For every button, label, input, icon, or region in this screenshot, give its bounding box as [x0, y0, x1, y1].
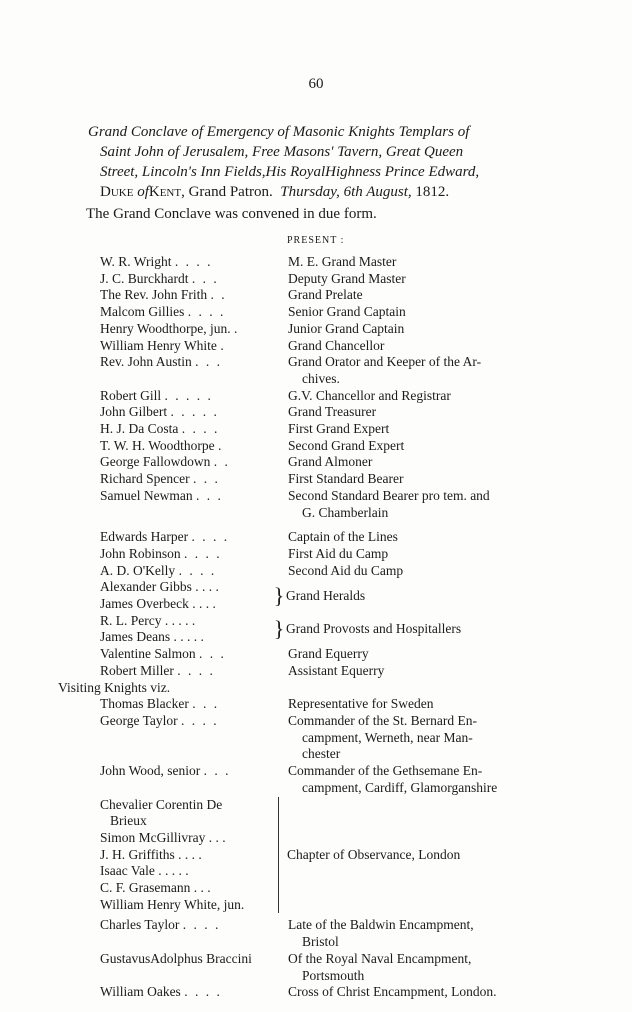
spacer: [100, 521, 552, 529]
provosts-names: [100, 613, 272, 646]
leader-dots: . . . .: [181, 712, 219, 728]
member-office: [288, 287, 552, 304]
provosts-group: [100, 613, 552, 646]
member-name: [100, 984, 288, 1001]
brace-icon: }: [273, 616, 285, 642]
member-office: [288, 438, 552, 455]
office-text: Second Grand Expert: [288, 437, 405, 453]
leader-dots: . . . .: [191, 529, 230, 545]
heading-of: of: [137, 184, 149, 200]
leader-dots: . . . .: [184, 984, 222, 1000]
conclave-heading: [88, 122, 550, 202]
visitor-row: [100, 713, 552, 763]
member-name: [100, 404, 288, 421]
office-text: First Grand Expert: [288, 421, 390, 437]
office-text: First Aid du Camp: [288, 545, 389, 561]
officer-row: [100, 271, 552, 288]
member-name-text: Edwards Harper: [100, 529, 189, 545]
visiting-label: Visiting Knights viz.: [58, 679, 171, 695]
office-continuation: Portsmouth: [302, 967, 365, 983]
chapter-office: Chapter of Observance, London: [287, 846, 461, 862]
member-name-text: Richard Spencer: [100, 471, 190, 487]
officer-row: [100, 421, 552, 438]
office-text: First Standard Bearer: [288, 471, 404, 487]
member-name: [100, 254, 288, 271]
heading-duke: Duke: [100, 184, 134, 200]
member-office: [288, 984, 552, 1001]
chapter-name: William Henry White, jun.: [100, 896, 245, 912]
officer-row: [100, 663, 552, 680]
leader-dots: . . .: [192, 471, 220, 487]
office-text: Deputy Grand Master: [288, 270, 406, 286]
office-text: Grand Chancellor: [288, 337, 385, 353]
leader-dots: . .: [210, 287, 227, 303]
officer-row: [100, 321, 552, 338]
member-name-text: Thomas Blacker: [100, 696, 189, 712]
office-text: Grand Almoner: [288, 454, 373, 470]
member-office: [288, 321, 552, 338]
leader-dots: . . .: [191, 270, 219, 286]
member-name-text: George Fallowdown: [100, 454, 211, 470]
member-name-text: Charles Taylor: [100, 917, 180, 933]
member-name: [100, 338, 288, 355]
member-name: [100, 438, 288, 455]
member-name-text: John Gilbert: [100, 404, 168, 420]
member-office: [288, 763, 552, 796]
chapter-name: Chevalier Corentin De: [100, 796, 223, 812]
member-name-text: T. W. H. Woodthorpe: [100, 437, 215, 453]
office-text: Senior Grand Captain: [288, 304, 406, 320]
member-office: [288, 388, 552, 405]
visitors-list-2: [100, 917, 552, 1001]
officer-row: [100, 404, 552, 421]
officer-row: [100, 488, 552, 521]
chapter-name: Simon McGillivray . . .: [100, 829, 226, 845]
visitor-row: [100, 696, 552, 713]
member-name-text: The Rev. John Frith: [100, 287, 208, 303]
office-text: M. E. Grand Master: [288, 254, 397, 269]
office-continuation: Bristol: [302, 934, 339, 950]
member-name-text: H. J. Da Costa: [100, 421, 179, 437]
office-text: G.V. Chancellor and Registrar: [288, 387, 451, 403]
member-office: [288, 646, 552, 663]
office-text: Grand Prelate: [288, 287, 363, 303]
leader-dots: . . .: [198, 646, 226, 662]
leader-dots: .: [234, 320, 240, 336]
leader-dots: .: [220, 337, 226, 353]
heading-line-2: Saint John of Jerusalem, Free Masons' Tavern, Great Queen: [100, 144, 464, 160]
intro-text: The Grand Conclave was convened in due form.: [86, 206, 377, 222]
member-name-text: John Wood, senior: [100, 763, 201, 779]
member-office: [288, 254, 552, 271]
member-name-text: Rev. John Austin: [100, 354, 192, 370]
herald-name: James Overbeck . . . .: [100, 596, 216, 612]
heading-patron: Grand Patron.: [188, 184, 273, 200]
officers-list: [100, 254, 552, 521]
leader-dots: . . .: [195, 487, 223, 503]
member-office: [288, 404, 552, 421]
member-office: [288, 663, 552, 680]
herald-name: Alexander Gibbs . . . .: [100, 579, 219, 595]
member-office: [288, 563, 552, 580]
leader-dots: . .: [213, 454, 230, 470]
chapter-names: [100, 797, 279, 914]
office-text: Representative for Sweden: [288, 696, 434, 712]
member-office: [288, 471, 552, 488]
office-continuation: G. Chamberlain: [302, 504, 389, 520]
leader-dots: . . .: [203, 763, 231, 779]
member-name-text: A. D. O'Kelly: [100, 562, 176, 578]
officer-row: [100, 529, 552, 546]
office-text: Grand Orator and Keeper of the Ar-: [288, 354, 482, 370]
office-text: Grand Equerry: [288, 646, 369, 662]
office-text: Commander of the Gethsemane En-: [288, 763, 483, 779]
member-name-text: Samuel Newman: [100, 487, 193, 503]
member-name-text: GustavusAdolphus Braccini: [100, 950, 252, 966]
brace-icon: }: [273, 583, 285, 609]
member-name: [100, 663, 288, 680]
heading-date: Thursday, 6th August,: [280, 184, 412, 200]
office-continuation: campment, Werneth, near Man-: [302, 729, 473, 745]
member-name: [100, 488, 288, 521]
visitor-row: [100, 763, 552, 796]
heading-year: 1812.: [415, 184, 450, 200]
provost-name: R. L. Percy . . . . .: [100, 612, 196, 628]
member-name-text: William Henry White: [100, 337, 217, 353]
office-text: Commander of the St. Bernard En-: [288, 712, 477, 728]
chapter-group: [100, 797, 552, 914]
member-name-text: Malcom Gillies: [100, 304, 185, 320]
leader-dots: . . . .: [174, 254, 213, 269]
member-name: [100, 763, 288, 796]
office-continuation: chester: [302, 746, 341, 762]
heading-kent: Kent,: [148, 184, 185, 200]
member-name-text: George Taylor: [100, 712, 178, 728]
heading-line-3: Street, Lincoln's Inn Fields,His RoyalHighness Prince Edward,: [100, 164, 480, 180]
member-office: [288, 917, 552, 950]
member-office: [288, 488, 552, 521]
member-name: [100, 271, 288, 288]
office-text: Captain of the Lines: [288, 529, 398, 545]
provosts-office: Grand Provosts and Hospitallers: [286, 621, 462, 637]
officers-list-2: [100, 529, 552, 579]
member-name-text: William Oakes: [100, 984, 181, 1000]
officer-row: [100, 646, 552, 663]
office-text: Late of the Baldwin Encampment,: [288, 917, 474, 933]
officer-row: [100, 388, 552, 405]
member-name: [100, 696, 288, 713]
member-name: [100, 951, 288, 984]
provost-name: James Deans . . . . .: [100, 629, 204, 645]
chapter-name: C. F. Grasemann . . .: [100, 880, 211, 896]
leader-dots: . . .: [192, 696, 220, 712]
attendance-list: [58, 254, 552, 1001]
member-name-text: Henry Woodthorpe, jun.: [100, 320, 231, 336]
office-text: Second Standard Bearer pro tem. and: [288, 487, 490, 503]
leader-dots: . . . .: [181, 421, 220, 437]
member-office: [288, 951, 552, 984]
member-office: [288, 421, 552, 438]
leader-dots: . . . . .: [170, 404, 219, 420]
member-name: [100, 388, 288, 405]
member-name: [100, 917, 288, 950]
heading-line-4: [88, 182, 550, 202]
member-name: [100, 321, 288, 338]
member-name: [100, 304, 288, 321]
leader-dots: . . . .: [178, 562, 217, 578]
heralds-group: [100, 579, 552, 612]
member-office: [288, 454, 552, 471]
office-text: Second Aid du Camp: [288, 562, 404, 578]
heralds-office: Grand Heralds: [286, 587, 366, 603]
member-office: [288, 529, 552, 546]
visitors-list: [100, 696, 552, 796]
member-office: [288, 546, 552, 563]
member-office: [288, 696, 552, 713]
officer-row: [100, 454, 552, 471]
member-name-text: Valentine Salmon: [100, 646, 196, 662]
member-name: [100, 421, 288, 438]
member-name: [100, 529, 288, 546]
officer-row: [100, 338, 552, 355]
visitor-row: [100, 984, 552, 1001]
heading-line-1: Grand Conclave of Emergency of Masonic Knights Templars of: [88, 124, 470, 140]
member-name: [100, 546, 288, 563]
office-continuation: campment, Cardiff, Glamorganshire: [302, 779, 498, 795]
member-name-text: Robert Gill: [100, 387, 162, 403]
member-office: [288, 713, 552, 763]
member-name: [100, 354, 288, 387]
member-office: [288, 271, 552, 288]
leader-dots: . . .: [195, 354, 223, 370]
leader-dots: . . . .: [182, 917, 221, 933]
heralds-names: [100, 579, 272, 612]
member-name: [100, 713, 288, 763]
chapter-name: J. H. Griffiths . . . .: [100, 846, 202, 862]
leader-dots: .: [218, 437, 224, 453]
member-name: [100, 646, 288, 663]
leader-dots: . . . . .: [164, 387, 213, 403]
member-office: [288, 338, 552, 355]
officer-row: [100, 254, 552, 271]
member-office: [288, 354, 552, 387]
officer-row: [100, 438, 552, 455]
officer-row: [100, 563, 552, 580]
leader-dots: . . . .: [177, 662, 215, 678]
visitor-row: [100, 917, 552, 950]
chapter-name: Isaac Vale . . . . .: [100, 863, 189, 879]
leader-dots: . . . .: [184, 545, 222, 561]
member-name-text: Robert Miller: [100, 662, 174, 678]
member-office: [288, 304, 552, 321]
leader-dots: . . . .: [187, 304, 226, 320]
officer-row: [100, 304, 552, 321]
present-label: PRESENT :: [287, 235, 345, 246]
member-name: [100, 563, 288, 580]
member-name-text: John Robinson: [100, 545, 181, 561]
officer-row: [100, 287, 552, 304]
officers-list-3: [100, 646, 552, 679]
member-name-text: J. C. Burckhardt: [100, 270, 189, 286]
officer-row: [100, 546, 552, 563]
page-number: 60: [308, 76, 324, 92]
visitor-row: [100, 951, 552, 984]
member-name-text: W. R. Wright: [100, 254, 172, 269]
office-continuation: chives.: [302, 370, 340, 386]
office-text: Of the Royal Naval Encampment,: [288, 950, 472, 966]
officer-row: [100, 471, 552, 488]
office-text: Cross of Christ Encampment, London.: [288, 984, 497, 1000]
chapter-name: Brieux: [110, 813, 147, 829]
member-name: [100, 287, 288, 304]
member-name: [100, 454, 288, 471]
member-name: [100, 471, 288, 488]
office-text: Grand Treasurer: [288, 404, 377, 420]
officer-row: [100, 354, 552, 387]
office-text: Assistant Equerry: [288, 662, 385, 678]
office-text: Junior Grand Captain: [288, 320, 405, 336]
